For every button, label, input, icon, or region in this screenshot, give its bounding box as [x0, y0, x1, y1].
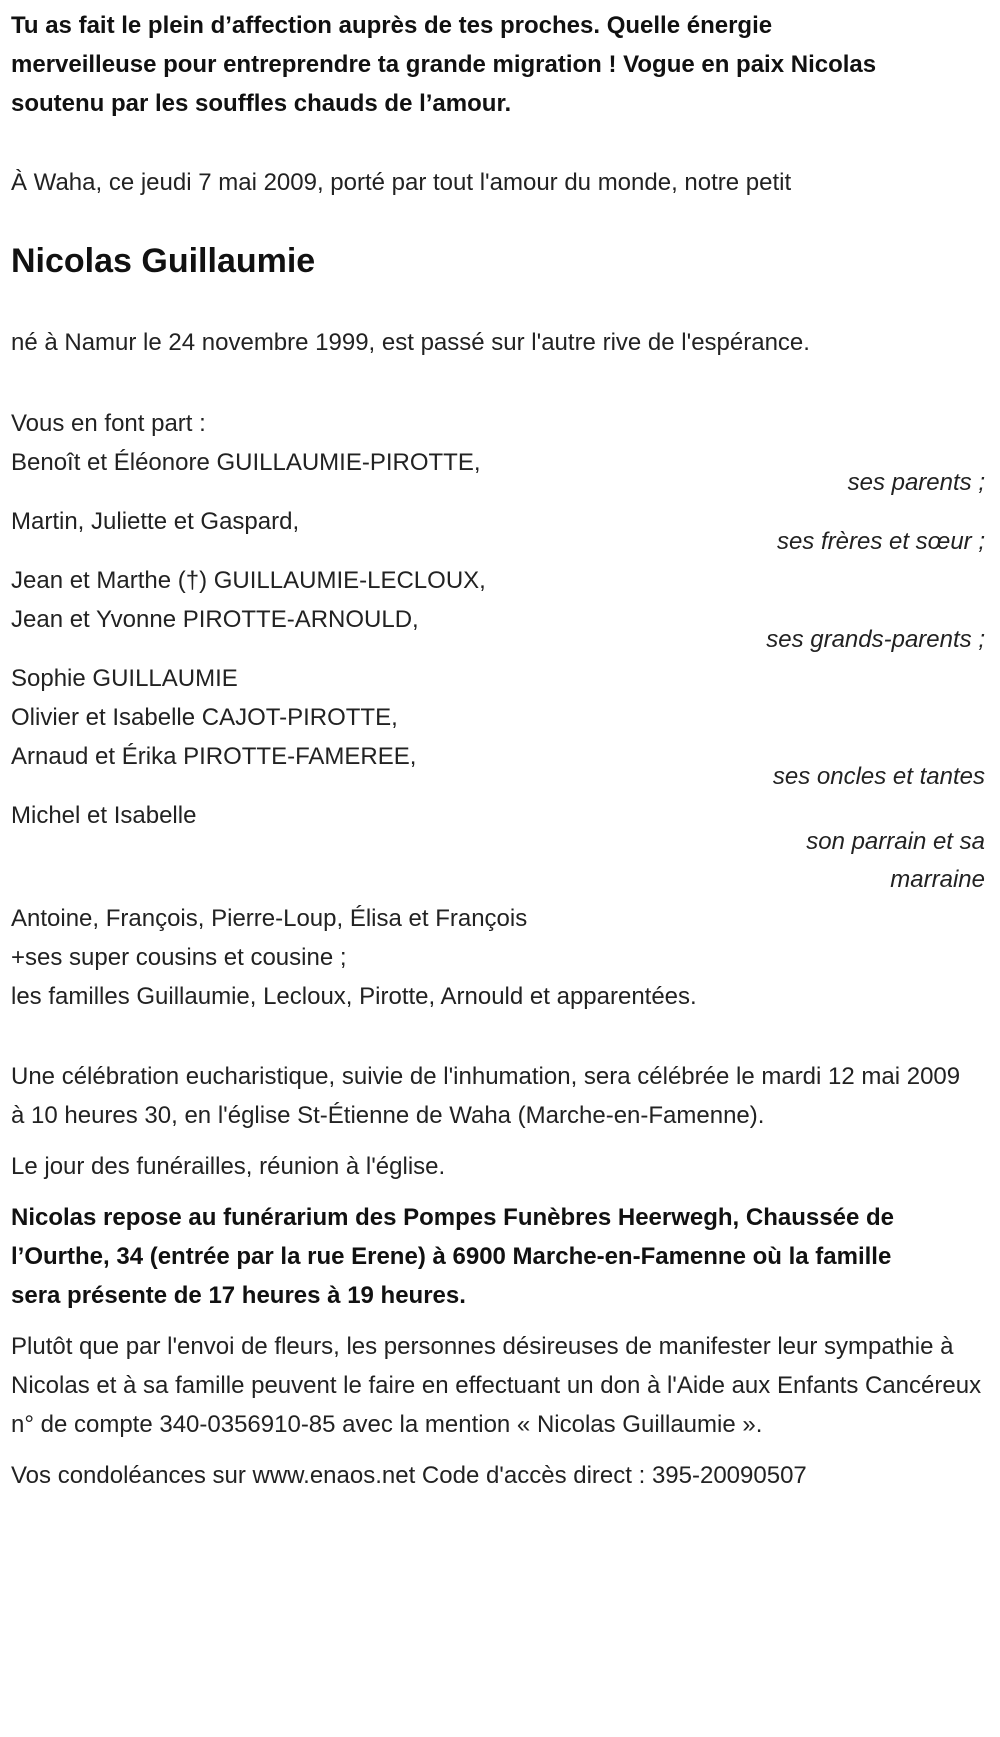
family-relation: ses frères et sœur ; — [776, 528, 985, 555]
cousins-line: Antoine, François, Pierre-Loup, Élisa et François — [11, 905, 528, 932]
family-group — [11, 659, 988, 792]
intro-text: Tu as fait le plein d’affection auprès de tes proches. Quelle énergie merveilleuse pour entreprendre ta grande migration ! Vogue en paix Nicolas soutenu par les souffles chauds de l’amour. — [11, 12, 877, 117]
family-group — [11, 443, 988, 498]
cousins-line: +ses super cousins et cousine ; — [11, 944, 347, 971]
family-relation: ses oncles et tantes — [772, 763, 985, 790]
family-group — [11, 502, 988, 557]
meeting-text: Le jour des funérailles, réunion à l'église. — [11, 1153, 446, 1180]
funeral-home-text: Nicolas repose au funérarium des Pompes Funèbres Heerwegh, Chaussée de l’Ourthe, 34 (entrée par la rue Erene) à 6900 Marche-en-Famenne où la famille sera présente de 17 heures à 19 heures. — [11, 1204, 894, 1309]
birth-text: né à Namur le 24 novembre 1999, est passé sur l'autre rive de l'espérance. — [11, 329, 810, 356]
family-relation: ses grands-parents ; — [766, 626, 985, 653]
family-name: Benoît et Éléonore GUILLAUMIE-PIROTTE, — [11, 449, 481, 476]
family-name: Olivier et Isabelle CAJOT-PIROTTE, — [11, 704, 398, 731]
deceased-name: Nicolas Guillaumie — [11, 242, 316, 280]
family-name: Sophie GUILLAUMIE — [11, 665, 238, 692]
family-relation: ses parents ; — [847, 469, 985, 496]
family-relation: son parrain et sa marraine — [806, 828, 985, 893]
condolences-text: Vos condoléances sur www.enaos.net Code d'accès direct : 395-20090507 — [11, 1462, 807, 1489]
donation-text: Plutôt que par l'envoi de fleurs, les personnes désireuses de manifester leur sympathie à Nicolas et à sa famille peuvent le faire en effectuant un don à l'Aide aux Enfants Cancéreux n° de compte 340-0356910-85 avec la mention « Nicolas Guillaumie ». — [11, 1333, 982, 1438]
family-group — [11, 796, 988, 899]
family-group — [11, 561, 988, 655]
announcement-text: À Waha, ce jeudi 7 mai 2009, porté par tout l'amour du monde, notre petit — [11, 169, 792, 196]
family-name: Martin, Juliette et Gaspard, — [11, 508, 300, 535]
ceremony-text: Une célébration eucharistique, suivie de l'inhumation, sera célébrée le mardi 12 mai 2009 à 10 heures 30, en l'église St-Étienne de Waha (Marche-en-Famenne). — [11, 1063, 961, 1129]
share-intro: Vous en font part : — [11, 410, 206, 437]
family-name: Michel et Isabelle — [11, 802, 197, 829]
family-name: Jean et Marthe (†) GUILLAUMIE-LECLOUX, — [11, 567, 486, 594]
family-name: Jean et Yvonne PIROTTE-ARNOULD, — [11, 606, 419, 633]
cousins-line: les familles Guillaumie, Lecloux, Pirotte, Arnould et apparentées. — [11, 983, 697, 1010]
family-name: Arnaud et Érika PIROTTE-FAMEREE, — [11, 743, 417, 770]
